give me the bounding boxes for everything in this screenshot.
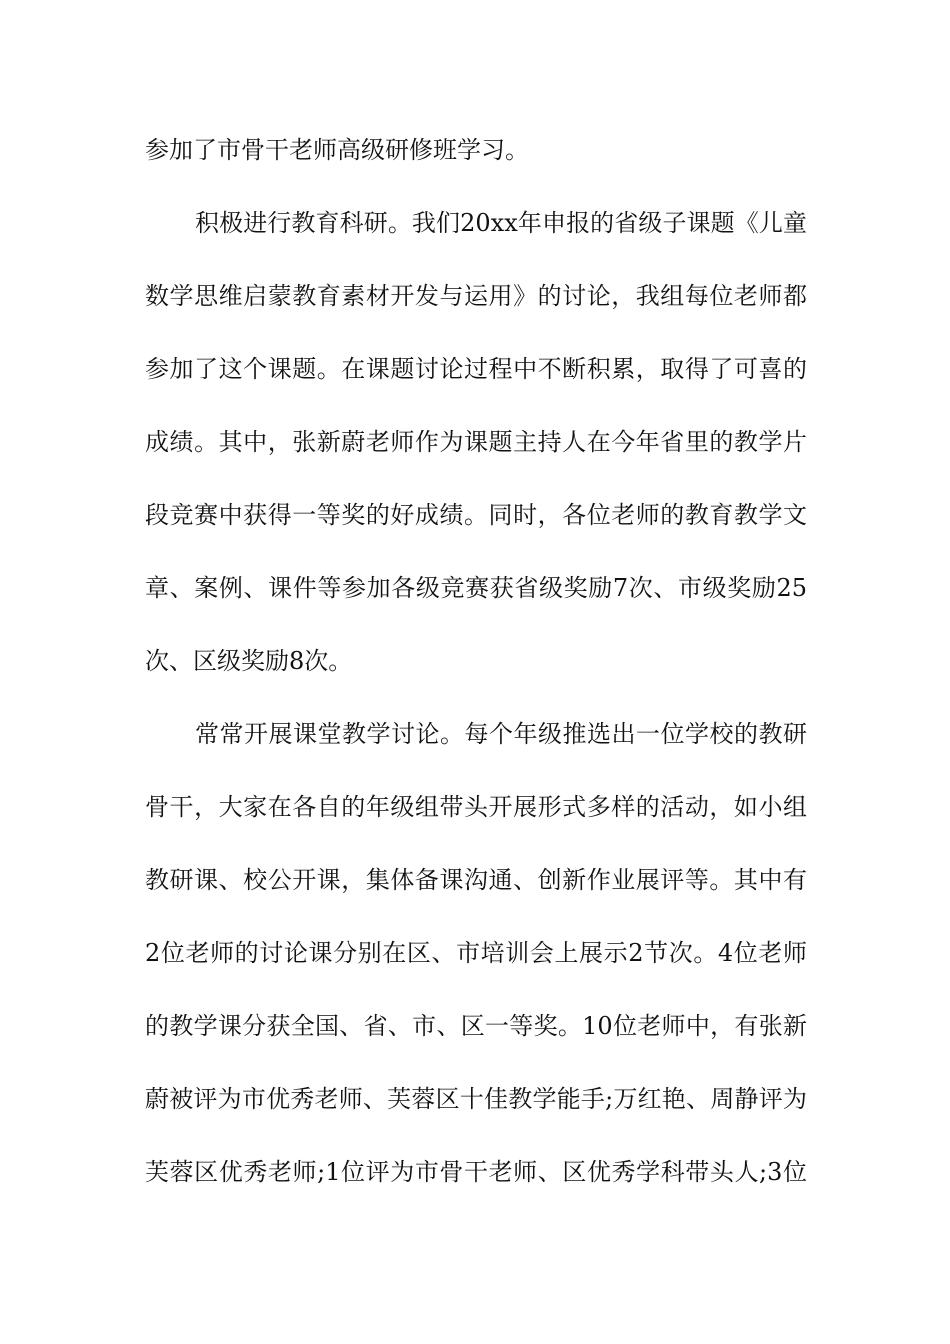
- text-line: 芙蓉区优秀老师;1位评为市骨干老师、区优秀学科带头人;3位: [145, 1158, 807, 1186]
- text-line: 参加了市骨干老师高级研修班学习。: [145, 136, 529, 164]
- text-line: 的教学课分获全国、省、市、区一等奖。10位老师中，有张新: [145, 1012, 807, 1040]
- text-line: 参加了这个课题。在课题讨论过程中不断积累，取得了可喜的: [145, 355, 807, 383]
- text-line: 章、案例、课件等参加各级竞赛获省级奖励7次、市级奖励25: [145, 574, 807, 602]
- text-line: 教研课、校公开课，集体备课沟通、创新作业展评等。其中有: [145, 866, 807, 894]
- paragraph-first-line: 常常开展课堂教学讨论。每个年级推选出一位学校的教研: [195, 720, 807, 748]
- text-line: 数学思维启蒙教育素材开发与运用》的讨论，我组每位老师都: [145, 282, 807, 310]
- text-line: 蔚被评为市优秀老师、芙蓉区十佳教学能手;万红艳、周静评为: [145, 1085, 807, 1113]
- text-line: 次、区级奖励8次。: [145, 647, 353, 675]
- text-line: 骨干，大家在各自的年级组带头开展形式多样的活动，如小组: [145, 793, 807, 821]
- paragraph-first-line: 积极进行教育科研。我们20xx年申报的省级子课题《儿童: [195, 209, 807, 237]
- text-line: 成绩。其中，张新蔚老师作为课题主持人在今年省里的教学片: [145, 428, 807, 456]
- text-line: 段竞赛中获得一等奖的好成绩。同时，各位老师的教育教学文: [145, 501, 807, 529]
- text-line: 2位老师的讨论课分别在区、市培训会上展示2节次。4位老师: [145, 939, 807, 967]
